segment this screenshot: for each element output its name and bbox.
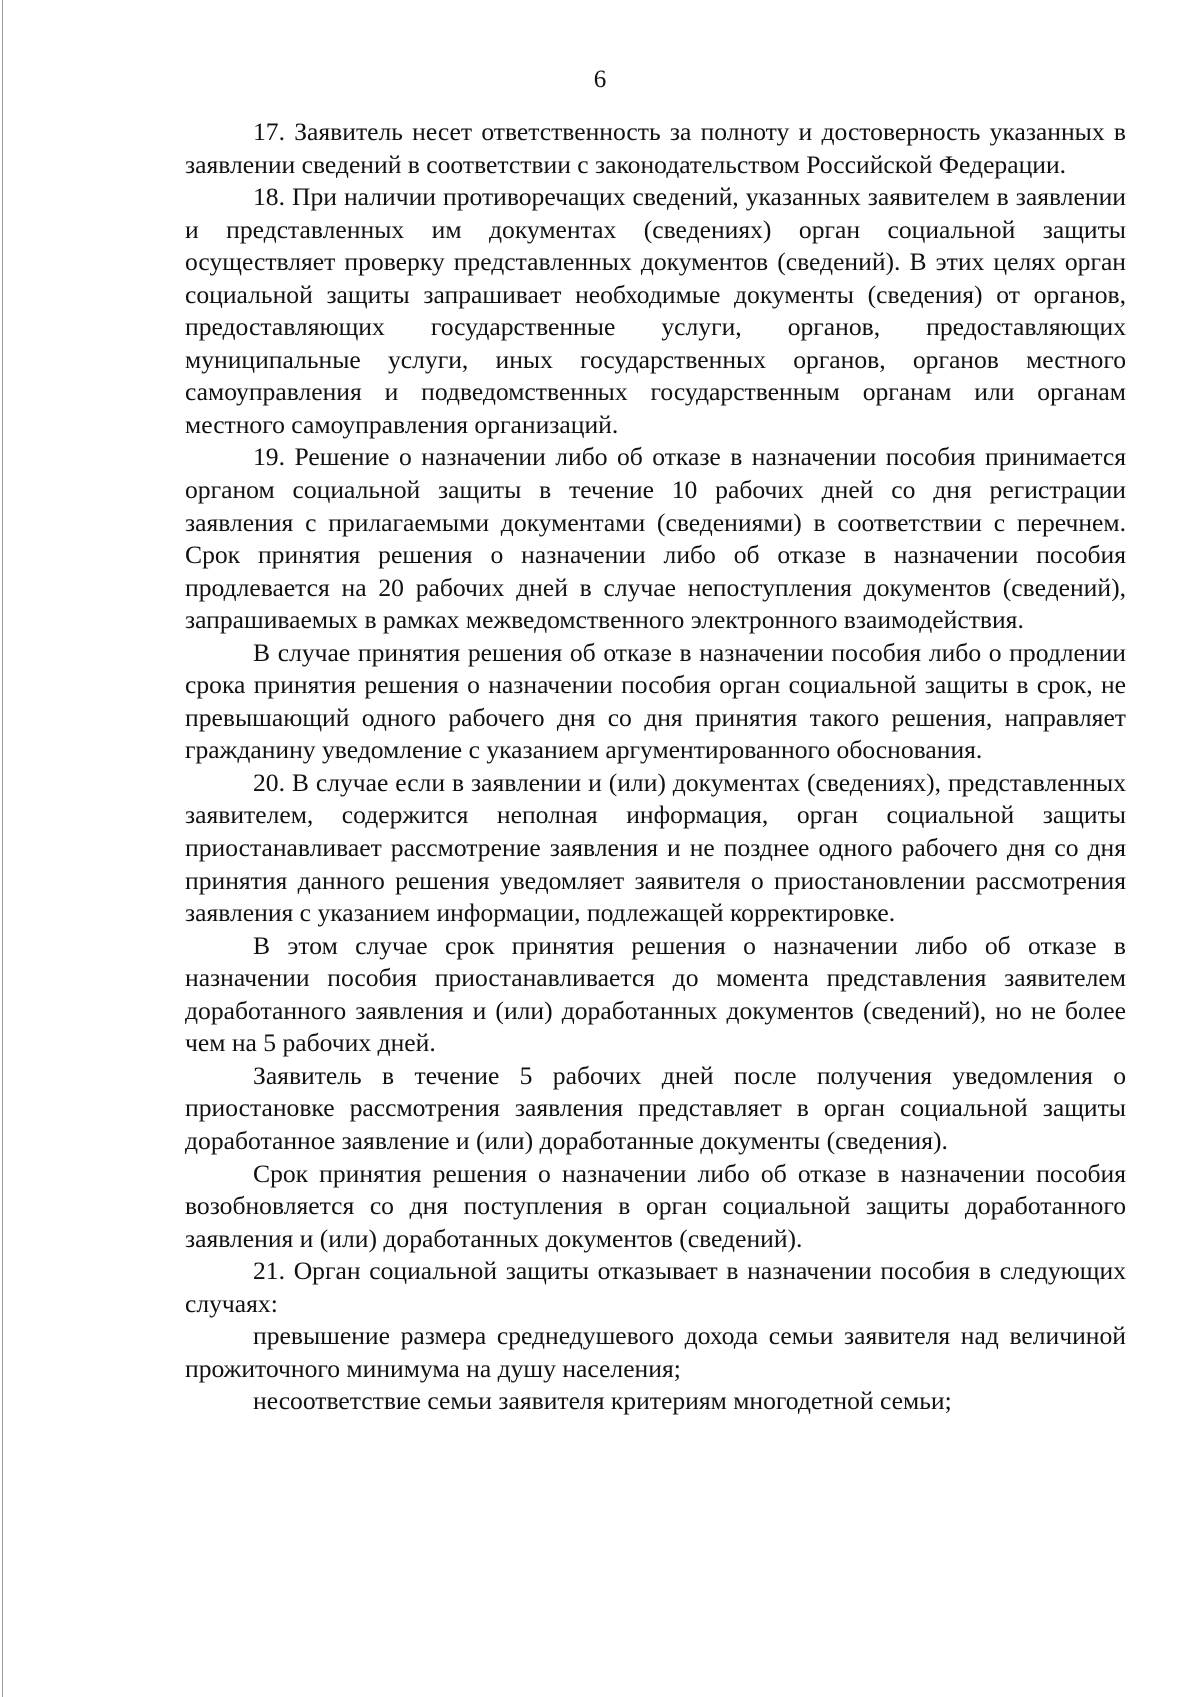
paragraph-21: 21. Орган социальной защиты отказывает в назначении пособия в следующих случаях: xyxy=(185,1256,1126,1318)
document-body xyxy=(185,116,1126,1418)
paragraph-20-applicant-duty: Заявитель в течение 5 рабочих дней после получения уведомления о приостановке рассмотрения заявления представляет в орган социальной защиты доработанное заявление и (или) доработанные документы (сведения). xyxy=(185,1060,1126,1155)
paragraph-20-suspension-term: В этом случае срок принятия решения о назначении либо об отказе в назначении пособия приостанавливается до момента представления заявителем доработанного заявления и (или) доработанных документов (сведений), но не более чем на 5 рабочих дней. xyxy=(185,930,1126,1058)
paragraph-17: 17. Заявитель несет ответственность за полноту и достоверность указанных в заявлении сведений в соответствии с законодательством Российской Федерации. xyxy=(185,117,1126,179)
paragraph-20-resumption: Срок принятия решения о назначении либо об отказе в назначении пособия возобновляется со дня поступления в орган социальной защиты доработанного заявления и (или) доработанных документов (сведений). xyxy=(185,1158,1126,1253)
page-number: 6 xyxy=(593,66,607,93)
paragraph-19-refusal-notice: В случае принятия решения об отказе в назначении пособия либо о продлении срока принятия решения о назначении пособия орган социальной защиты в срок, не превышающий одного рабочего дня со дня принятия такого решения, направляет гражданину уведомление с указанием аргументированного обоснования. xyxy=(185,637,1126,765)
paragraph-20: 20. В случае если в заявлении и (или) документах (сведениях), представленных заявителем, содержится неполная информация, орган социальной защиты приостанавливает рассмотрение заявления и не позднее одного рабочего дня со дня принятия данного решения уведомляет заявителя о приостановлении рассмотрения заявления с указанием информации, подлежащей корректировке. xyxy=(185,767,1126,928)
paragraph-18: 18. При наличии противоречащих сведений, указанных заявителем в заявлении и представленных им документах (сведениях) орган социальной защиты осуществляет проверку представленных документов (сведений). В этих целях орган социальной защиты запрашивает необходимые документы (сведения) от органов, предоставляющих государственные услуги, органов, предоставляющих муниципальные услуги, иных государственных органов, органов местного самоуправления и подведомственных государственным органам или органам местного самоуправления организаций. xyxy=(185,182,1126,439)
paragraph-19: 19. Решение о назначении либо об отказе в назначении пособия принимается органом социальной защиты в течение 10 рабочих дней со дня регистрации заявления с прилагаемыми документами (сведениями) в соответствии с перечнем. Срок принятия решения о назначении либо об отказе в назначении пособия продлевается на 20 рабочих дней в случае непоступления документов (сведений), запрашиваемых в рамках межведомственного электронного взаимодействия. xyxy=(185,442,1126,635)
scan-edge-line xyxy=(2,0,3,1697)
paragraph-21-case-income: превышение размера среднедушевого дохода семьи заявителя над величиной прожиточного минимума на душу населения; xyxy=(185,1321,1126,1383)
paragraph-21-case-criteria: несоответствие семьи заявителя критериям многодетной семьи; xyxy=(253,1386,952,1416)
